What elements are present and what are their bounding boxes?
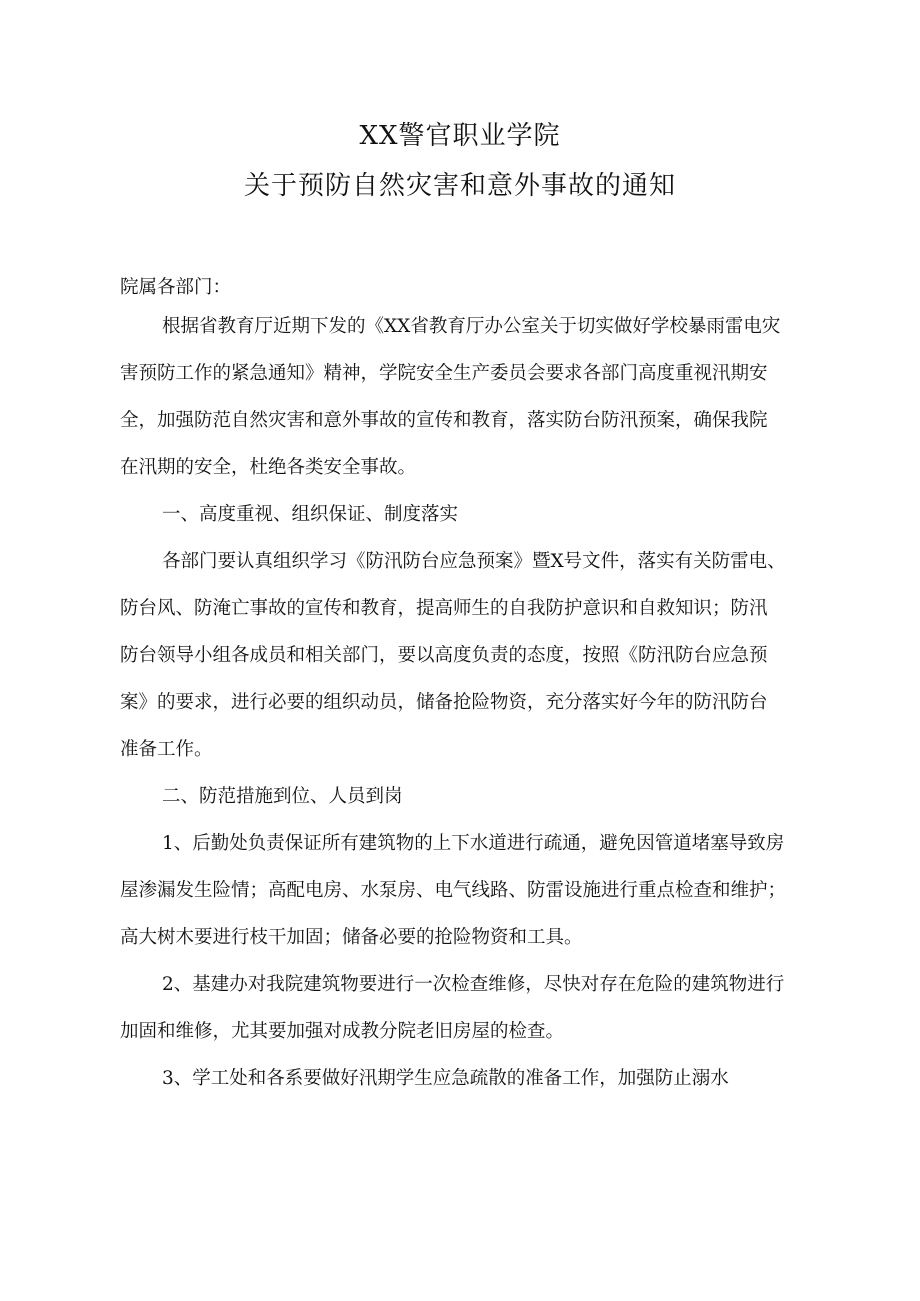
body-line: 二、防范措施到位、人员到岗 xyxy=(162,786,403,807)
body-line: 防台风、防淹亡事故的宣传和教育，提高师生的自我防护意识和自救知识；防汛 xyxy=(120,598,768,619)
body-line: 害预防工作的紧急通知》精神，学院安全生产委员会要求各部门高度重视汛期安 xyxy=(120,363,768,384)
body-lines xyxy=(120,313,840,1093)
body-line: 在汛期的安全，杜绝各类安全事故。 xyxy=(120,457,417,478)
document-title-line-2: 关于预防自然灾害和意外事故的通知 xyxy=(243,171,676,201)
body-line: 3、学工处和各系要做好汛期学生应急疏散的准备工作，加强防止溺水 xyxy=(162,1068,729,1089)
document-title-line-1: XX警官职业学院 xyxy=(359,121,561,151)
body-line: 全，加强防范自然灾害和意外事故的宣传和教育，落实防台防汛预案，确保我院 xyxy=(120,410,768,431)
body-line: 加固和维修，尤其要加强对成教分院老旧房屋的检查。 xyxy=(120,1021,565,1042)
document-body xyxy=(120,274,840,1112)
body-line: 各部门要认真组织学习《防汛防台应急预案》暨X号文件，落实有关防雷电、 xyxy=(162,551,786,572)
body-line: 防台领导小组各成员和相关部门，要以高度负责的态度，按照《防汛防台应急预 xyxy=(120,645,768,666)
body-line: 案》的要求，进行必要的组织动员，储备抢险物资，充分落实好今年的防汛防台 xyxy=(120,692,768,713)
body-line: 准备工作。 xyxy=(120,739,213,760)
body-line: 2、基建办对我院建筑物要进行一次检查维修，尽快对存在危险的建筑物进行 xyxy=(162,974,785,995)
body-line: 1、后勤处负责保证所有建筑物的上下水道进行疏通，避免因管道堵塞导致房 xyxy=(162,833,785,854)
body-line: 屋渗漏发生险情；高配电房、水泵房、电气线路、防雷设施进行重点检查和维护； xyxy=(120,880,787,901)
body-line: 一、高度重视、组织保证、制度落实 xyxy=(162,504,459,525)
body-line: 高大树木要进行枝干加固；储备必要的抢险物资和工具。 xyxy=(120,927,583,948)
body-line: 根据省教育厅近期下发的《XX省教育厅办公室关于切实做好学校暴雨雷电灾 xyxy=(162,316,781,337)
salutation: 院属各部门： xyxy=(120,277,232,298)
